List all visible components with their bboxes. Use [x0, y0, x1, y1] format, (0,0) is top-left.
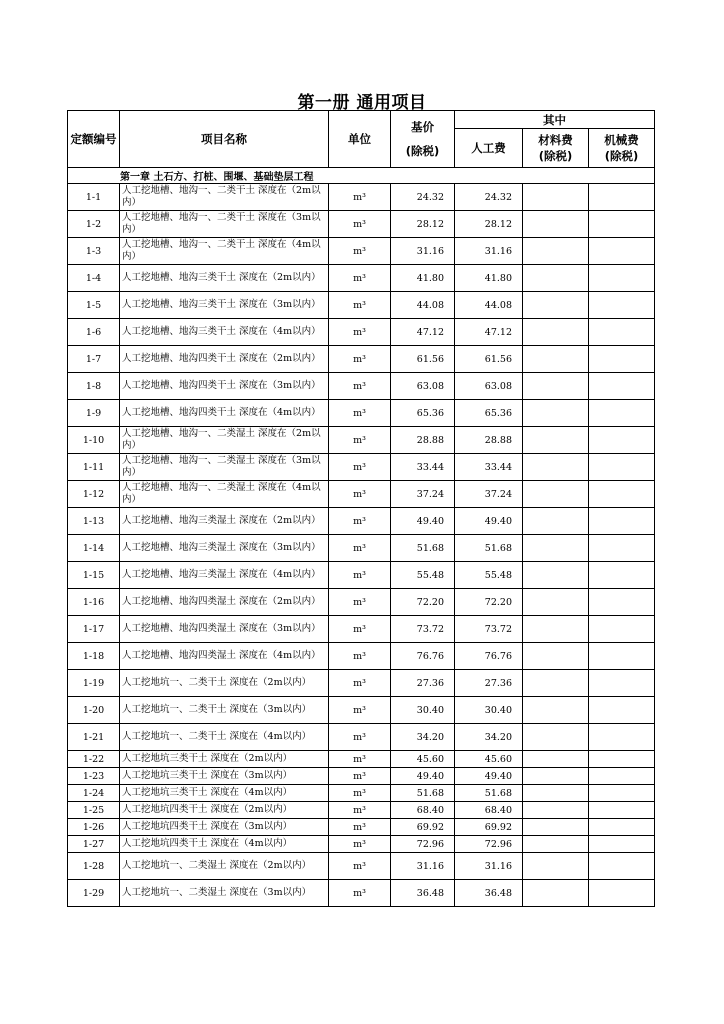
header-code: 定额编号: [68, 111, 120, 168]
row-name: 人工挖地槽、地沟一、二类湿土 深度在（3m以内）: [120, 454, 329, 481]
row-material: [523, 768, 589, 785]
row-labor: 68.40: [455, 802, 523, 819]
row-code: 1-3: [68, 238, 120, 265]
row-material: [523, 265, 589, 292]
row-labor: 36.48: [455, 880, 523, 907]
row-code: 1-15: [68, 562, 120, 589]
quota-table: [67, 110, 655, 907]
row-base-price: 37.24: [391, 481, 455, 508]
row-code: 1-1: [68, 184, 120, 211]
row-base-price: 31.16: [391, 238, 455, 265]
row-unit: m³: [329, 535, 391, 562]
row-labor: 44.08: [455, 292, 523, 319]
table-row: [68, 292, 655, 319]
row-name: 人工挖地坑一、二类干土 深度在（4m以内）: [120, 724, 329, 751]
row-machine: [589, 670, 655, 697]
row-material: [523, 670, 589, 697]
row-material: [523, 346, 589, 373]
row-name: 人工挖地坑四类干土 深度在（4m以内）: [120, 836, 329, 853]
row-code: 1-23: [68, 768, 120, 785]
row-code: 1-25: [68, 802, 120, 819]
table-row: [68, 670, 655, 697]
row-unit: m³: [329, 616, 391, 643]
row-labor: 47.12: [455, 319, 523, 346]
table-row: [68, 785, 655, 802]
table-row: [68, 819, 655, 836]
row-unit: m³: [329, 853, 391, 880]
row-labor: 31.16: [455, 853, 523, 880]
row-labor: 63.08: [455, 373, 523, 400]
row-material: [523, 751, 589, 768]
table-row: [68, 768, 655, 785]
row-code: 1-9: [68, 400, 120, 427]
row-code: 1-28: [68, 853, 120, 880]
row-material: [523, 697, 589, 724]
table-row: [68, 643, 655, 670]
row-base-price: 24.32: [391, 184, 455, 211]
table-row: [68, 508, 655, 535]
row-labor: 51.68: [455, 535, 523, 562]
row-machine: [589, 427, 655, 454]
row-unit: m³: [329, 724, 391, 751]
row-name: 人工挖地坑一、二类湿土 深度在（3m以内）: [120, 880, 329, 907]
row-machine: [589, 346, 655, 373]
row-labor: 24.32: [455, 184, 523, 211]
row-code: 1-26: [68, 819, 120, 836]
row-material: [523, 724, 589, 751]
row-code: 1-16: [68, 589, 120, 616]
row-labor: 33.44: [455, 454, 523, 481]
row-material: [523, 535, 589, 562]
row-machine: [589, 802, 655, 819]
row-labor: 76.76: [455, 643, 523, 670]
row-name: 人工挖地槽、地沟四类干土 深度在（2m以内）: [120, 346, 329, 373]
row-name: 人工挖地槽、地沟一、二类干土 深度在（2m以内）: [120, 184, 329, 211]
row-code: 1-20: [68, 697, 120, 724]
row-machine: [589, 265, 655, 292]
row-labor: 65.36: [455, 400, 523, 427]
row-material: [523, 853, 589, 880]
row-machine: [589, 454, 655, 481]
row-labor: 73.72: [455, 616, 523, 643]
row-machine: [589, 481, 655, 508]
row-base-price: 28.12: [391, 211, 455, 238]
row-machine: [589, 292, 655, 319]
table-row: [68, 211, 655, 238]
row-labor: 72.96: [455, 836, 523, 853]
row-labor: 55.48: [455, 562, 523, 589]
header-labor: 人工费: [455, 129, 523, 168]
row-machine: [589, 589, 655, 616]
row-base-price: 51.68: [391, 785, 455, 802]
row-name: 人工挖地槽、地沟四类湿土 深度在（3m以内）: [120, 616, 329, 643]
row-material: [523, 400, 589, 427]
row-machine: [589, 880, 655, 907]
row-labor: 31.16: [455, 238, 523, 265]
row-base-price: 34.20: [391, 724, 455, 751]
row-code: 1-24: [68, 785, 120, 802]
row-code: 1-18: [68, 643, 120, 670]
row-name: 人工挖地槽、地沟一、二类湿土 深度在（2m以内）: [120, 427, 329, 454]
table-row: [68, 697, 655, 724]
row-base-price: 72.96: [391, 836, 455, 853]
row-material: [523, 238, 589, 265]
row-code: 1-27: [68, 836, 120, 853]
row-name: 人工挖地坑一、二类湿土 深度在（2m以内）: [120, 853, 329, 880]
row-base-price: 72.20: [391, 589, 455, 616]
row-labor: 27.36: [455, 670, 523, 697]
row-code: 1-17: [68, 616, 120, 643]
row-material: [523, 562, 589, 589]
row-unit: m³: [329, 836, 391, 853]
row-material: [523, 785, 589, 802]
row-machine: [589, 853, 655, 880]
row-machine: [589, 836, 655, 853]
header-material-note: (除税): [538, 149, 573, 163]
table-row: [68, 427, 655, 454]
row-name: 人工挖地槽、地沟三类湿土 深度在（2m以内）: [120, 508, 329, 535]
row-code: 1-12: [68, 481, 120, 508]
row-material: [523, 292, 589, 319]
row-machine: [589, 238, 655, 265]
row-name: 人工挖地坑四类干土 深度在（2m以内）: [120, 802, 329, 819]
row-base-price: 44.08: [391, 292, 455, 319]
row-unit: m³: [329, 802, 391, 819]
header-unit: 单位: [329, 111, 391, 168]
row-code: 1-5: [68, 292, 120, 319]
row-material: [523, 454, 589, 481]
row-unit: m³: [329, 697, 391, 724]
row-unit: m³: [329, 346, 391, 373]
table-row: [68, 802, 655, 819]
row-machine: [589, 751, 655, 768]
row-name: 人工挖地坑三类干土 深度在（3m以内）: [120, 768, 329, 785]
row-unit: m³: [329, 238, 391, 265]
chapter-title: 第一章 土石方、打桩、围堰、基础垫层工程: [68, 168, 655, 184]
row-machine: [589, 373, 655, 400]
row-unit: m³: [329, 819, 391, 836]
row-labor: 34.20: [455, 724, 523, 751]
row-material: [523, 802, 589, 819]
table-row: [68, 616, 655, 643]
row-unit: m³: [329, 454, 391, 481]
header-name: 项目名称: [120, 111, 329, 168]
row-base-price: 49.40: [391, 768, 455, 785]
header-material: [523, 129, 589, 168]
table-row: [68, 880, 655, 907]
header-base-price: [391, 111, 455, 168]
row-unit: m³: [329, 292, 391, 319]
row-base-price: 51.68: [391, 535, 455, 562]
row-code: 1-8: [68, 373, 120, 400]
table-row: [68, 184, 655, 211]
row-code: 1-22: [68, 751, 120, 768]
row-base-price: 36.48: [391, 880, 455, 907]
table-row: [68, 481, 655, 508]
table-row: [68, 589, 655, 616]
row-machine: [589, 535, 655, 562]
row-labor: 51.68: [455, 785, 523, 802]
header-base-price-label: 基价: [411, 120, 434, 134]
row-base-price: 33.44: [391, 454, 455, 481]
row-labor: 41.80: [455, 265, 523, 292]
row-labor: 72.20: [455, 589, 523, 616]
row-material: [523, 819, 589, 836]
row-labor: 49.40: [455, 768, 523, 785]
row-name: 人工挖地槽、地沟三类干土 深度在（4m以内）: [120, 319, 329, 346]
row-code: 1-21: [68, 724, 120, 751]
row-machine: [589, 211, 655, 238]
row-base-price: 47.12: [391, 319, 455, 346]
row-material: [523, 880, 589, 907]
row-code: 1-19: [68, 670, 120, 697]
row-labor: 37.24: [455, 481, 523, 508]
row-unit: m³: [329, 589, 391, 616]
table-row: [68, 238, 655, 265]
chapter-row: [68, 168, 655, 184]
row-material: [523, 508, 589, 535]
row-unit: m³: [329, 265, 391, 292]
row-code: 1-11: [68, 454, 120, 481]
row-labor: 30.40: [455, 697, 523, 724]
table-row: [68, 535, 655, 562]
row-labor: 28.88: [455, 427, 523, 454]
row-base-price: 45.60: [391, 751, 455, 768]
row-labor: 45.60: [455, 751, 523, 768]
row-base-price: 30.40: [391, 697, 455, 724]
row-material: [523, 427, 589, 454]
row-material: [523, 589, 589, 616]
header-of-which: 其中: [455, 111, 655, 129]
row-machine: [589, 643, 655, 670]
table-row: [68, 836, 655, 853]
row-base-price: 73.72: [391, 616, 455, 643]
row-material: [523, 481, 589, 508]
row-name: 人工挖地槽、地沟三类湿土 深度在（3m以内）: [120, 535, 329, 562]
row-base-price: 31.16: [391, 853, 455, 880]
table-row: [68, 265, 655, 292]
row-base-price: 49.40: [391, 508, 455, 535]
row-unit: m³: [329, 184, 391, 211]
row-material: [523, 643, 589, 670]
row-base-price: 41.80: [391, 265, 455, 292]
row-unit: m³: [329, 785, 391, 802]
row-material: [523, 211, 589, 238]
row-base-price: 76.76: [391, 643, 455, 670]
row-machine: [589, 819, 655, 836]
row-unit: m³: [329, 508, 391, 535]
row-machine: [589, 724, 655, 751]
row-code: 1-2: [68, 211, 120, 238]
row-code: 1-13: [68, 508, 120, 535]
row-base-price: 55.48: [391, 562, 455, 589]
row-unit: m³: [329, 751, 391, 768]
row-unit: m³: [329, 373, 391, 400]
table-row: [68, 853, 655, 880]
row-machine: [589, 400, 655, 427]
table-row: [68, 346, 655, 373]
row-labor: 49.40: [455, 508, 523, 535]
row-base-price: 63.08: [391, 373, 455, 400]
row-name: 人工挖地槽、地沟三类湿土 深度在（4m以内）: [120, 562, 329, 589]
table-row: [68, 373, 655, 400]
row-unit: m³: [329, 427, 391, 454]
row-name: 人工挖地槽、地沟四类湿土 深度在（4m以内）: [120, 643, 329, 670]
row-name: 人工挖地坑一、二类干土 深度在（2m以内）: [120, 670, 329, 697]
row-material: [523, 319, 589, 346]
header-machine: [589, 129, 655, 168]
row-labor: 28.12: [455, 211, 523, 238]
row-name: 人工挖地坑三类干土 深度在（4m以内）: [120, 785, 329, 802]
table-row: [68, 562, 655, 589]
row-material: [523, 836, 589, 853]
table-row: [68, 400, 655, 427]
row-name: 人工挖地槽、地沟一、二类干土 深度在（4m以内）: [120, 238, 329, 265]
row-unit: m³: [329, 880, 391, 907]
table-row: [68, 454, 655, 481]
row-name: 人工挖地槽、地沟一、二类湿土 深度在（4m以内）: [120, 481, 329, 508]
row-unit: m³: [329, 319, 391, 346]
row-base-price: 28.88: [391, 427, 455, 454]
row-code: 1-7: [68, 346, 120, 373]
row-machine: [589, 184, 655, 211]
row-unit: m³: [329, 768, 391, 785]
row-unit: m³: [329, 211, 391, 238]
row-base-price: 27.36: [391, 670, 455, 697]
row-name: 人工挖地坑一、二类干土 深度在（3m以内）: [120, 697, 329, 724]
row-unit: m³: [329, 643, 391, 670]
row-machine: [589, 768, 655, 785]
row-name: 人工挖地槽、地沟四类干土 深度在（4m以内）: [120, 400, 329, 427]
header-machine-note: (除税): [604, 149, 639, 163]
table-row: [68, 319, 655, 346]
row-machine: [589, 616, 655, 643]
row-code: 1-6: [68, 319, 120, 346]
row-material: [523, 616, 589, 643]
row-code: 1-4: [68, 265, 120, 292]
row-machine: [589, 562, 655, 589]
row-machine: [589, 319, 655, 346]
header-machine-label: 机械费: [604, 133, 639, 147]
row-name: 人工挖地槽、地沟三类干土 深度在（3m以内）: [120, 292, 329, 319]
row-name: 人工挖地坑三类干土 深度在（2m以内）: [120, 751, 329, 768]
row-labor: 61.56: [455, 346, 523, 373]
row-code: 1-14: [68, 535, 120, 562]
row-base-price: 65.36: [391, 400, 455, 427]
page-title: 第一册 通用项目: [297, 93, 427, 113]
row-machine: [589, 785, 655, 802]
row-base-price: 61.56: [391, 346, 455, 373]
row-name: 人工挖地坑四类干土 深度在（3m以内）: [120, 819, 329, 836]
row-labor: 69.92: [455, 819, 523, 836]
row-machine: [589, 697, 655, 724]
table-row: [68, 724, 655, 751]
row-base-price: 69.92: [391, 819, 455, 836]
row-machine: [589, 508, 655, 535]
row-code: 1-29: [68, 880, 120, 907]
row-name: 人工挖地槽、地沟三类干土 深度在（2m以内）: [120, 265, 329, 292]
header-row-1: [68, 111, 655, 129]
row-material: [523, 184, 589, 211]
row-code: 1-10: [68, 427, 120, 454]
row-name: 人工挖地槽、地沟一、二类干土 深度在（3m以内）: [120, 211, 329, 238]
row-unit: m³: [329, 562, 391, 589]
row-base-price: 68.40: [391, 802, 455, 819]
row-unit: m³: [329, 400, 391, 427]
header-base-price-note: (除税): [405, 144, 440, 158]
row-unit: m³: [329, 670, 391, 697]
row-name: 人工挖地槽、地沟四类干土 深度在（3m以内）: [120, 373, 329, 400]
row-name: 人工挖地槽、地沟四类湿土 深度在（2m以内）: [120, 589, 329, 616]
header-material-label: 材料费: [538, 133, 573, 147]
table-row: [68, 751, 655, 768]
row-unit: m³: [329, 481, 391, 508]
row-material: [523, 373, 589, 400]
